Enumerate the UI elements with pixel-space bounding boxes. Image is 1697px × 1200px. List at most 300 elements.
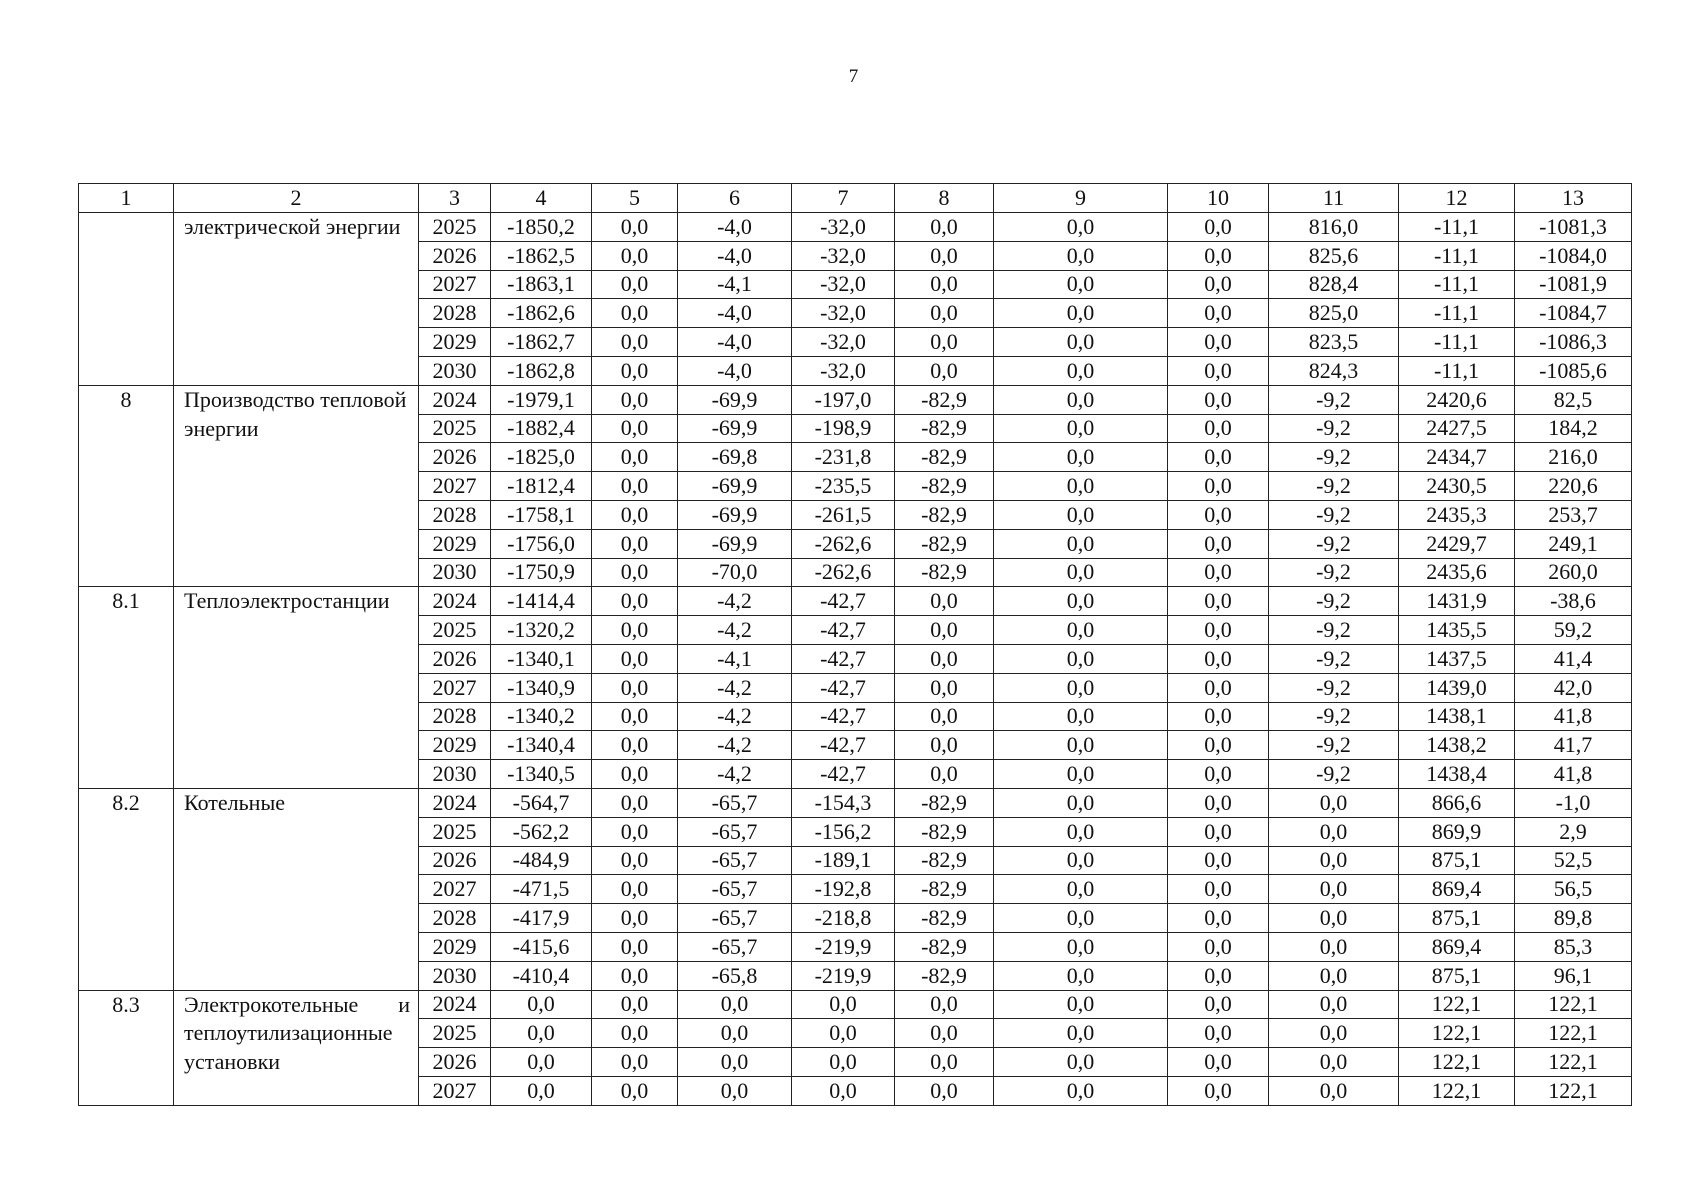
value-cell: 866,6 bbox=[1399, 788, 1515, 817]
value-cell: -65,7 bbox=[678, 817, 792, 846]
value-cell: 0,0 bbox=[592, 961, 678, 990]
value-cell: 875,1 bbox=[1399, 961, 1515, 990]
year-cell: 2026 bbox=[419, 846, 491, 875]
value-cell: 0,0 bbox=[678, 1019, 792, 1048]
value-cell: -9,2 bbox=[1269, 644, 1399, 673]
value-cell: 0,0 bbox=[994, 673, 1168, 702]
value-cell: 0,0 bbox=[994, 875, 1168, 904]
column-header-7: 7 bbox=[792, 184, 895, 213]
value-cell: -189,1 bbox=[792, 846, 895, 875]
value-cell: 0,0 bbox=[592, 702, 678, 731]
value-cell: -1085,6 bbox=[1515, 356, 1632, 385]
value-cell: 122,1 bbox=[1399, 1048, 1515, 1077]
value-cell: 0,0 bbox=[994, 616, 1168, 645]
value-cell: 1437,5 bbox=[1399, 644, 1515, 673]
column-header-10: 10 bbox=[1168, 184, 1269, 213]
value-cell: 1439,0 bbox=[1399, 673, 1515, 702]
value-cell: 0,0 bbox=[994, 731, 1168, 760]
value-cell: -4,1 bbox=[678, 644, 792, 673]
value-cell: 825,0 bbox=[1269, 299, 1399, 328]
value-cell: 0,0 bbox=[994, 443, 1168, 472]
value-cell: -11,1 bbox=[1399, 328, 1515, 357]
value-cell: -42,7 bbox=[792, 702, 895, 731]
column-header-8: 8 bbox=[895, 184, 994, 213]
table-row bbox=[79, 788, 1632, 817]
value-cell: 0,0 bbox=[592, 644, 678, 673]
value-cell: -219,9 bbox=[792, 961, 895, 990]
value-cell: -4,2 bbox=[678, 587, 792, 616]
year-cell: 2025 bbox=[419, 616, 491, 645]
value-cell: 2,9 bbox=[1515, 817, 1632, 846]
value-cell: -1979,1 bbox=[491, 385, 592, 414]
value-cell: -1081,9 bbox=[1515, 270, 1632, 299]
value-cell: 0,0 bbox=[895, 328, 994, 357]
value-cell: 816,0 bbox=[1269, 213, 1399, 242]
row-number-cell: 8.3 bbox=[79, 990, 174, 1105]
value-cell: 0,0 bbox=[592, 760, 678, 789]
value-cell: 122,1 bbox=[1399, 1076, 1515, 1105]
value-cell: 0,0 bbox=[1168, 760, 1269, 789]
value-cell: 0,0 bbox=[994, 414, 1168, 443]
column-header-3: 3 bbox=[419, 184, 491, 213]
value-cell: -1882,4 bbox=[491, 414, 592, 443]
value-cell: -82,9 bbox=[895, 932, 994, 961]
year-cell: 2030 bbox=[419, 356, 491, 385]
value-cell: -82,9 bbox=[895, 558, 994, 587]
year-cell: 2025 bbox=[419, 414, 491, 443]
value-cell: -1,0 bbox=[1515, 788, 1632, 817]
value-cell: 0,0 bbox=[1168, 904, 1269, 933]
row-number-cell: 8 bbox=[79, 385, 174, 587]
value-cell: 0,0 bbox=[994, 1048, 1168, 1077]
value-cell: 41,8 bbox=[1515, 702, 1632, 731]
value-cell: 0,0 bbox=[1269, 1048, 1399, 1077]
value-cell: -32,0 bbox=[792, 299, 895, 328]
value-cell: -417,9 bbox=[491, 904, 592, 933]
value-cell: -69,8 bbox=[678, 443, 792, 472]
value-cell: -11,1 bbox=[1399, 270, 1515, 299]
value-cell: 59,2 bbox=[1515, 616, 1632, 645]
value-cell: -9,2 bbox=[1269, 414, 1399, 443]
value-cell: -197,0 bbox=[792, 385, 895, 414]
value-cell: 0,0 bbox=[1269, 1076, 1399, 1105]
value-cell: -42,7 bbox=[792, 731, 895, 760]
value-cell: -11,1 bbox=[1399, 299, 1515, 328]
value-cell: 1438,1 bbox=[1399, 702, 1515, 731]
value-cell: 0,0 bbox=[592, 616, 678, 645]
value-cell: 2435,6 bbox=[1399, 558, 1515, 587]
value-cell: -235,5 bbox=[792, 472, 895, 501]
value-cell: 184,2 bbox=[1515, 414, 1632, 443]
year-cell: 2030 bbox=[419, 961, 491, 990]
value-cell: 0,0 bbox=[592, 817, 678, 846]
value-cell: -198,9 bbox=[792, 414, 895, 443]
value-cell: 0,0 bbox=[895, 213, 994, 242]
year-cell: 2027 bbox=[419, 875, 491, 904]
value-cell: -1750,9 bbox=[491, 558, 592, 587]
value-cell: 825,6 bbox=[1269, 241, 1399, 270]
value-cell: 2427,5 bbox=[1399, 414, 1515, 443]
value-cell: -65,7 bbox=[678, 788, 792, 817]
value-cell: 0,0 bbox=[1168, 1019, 1269, 1048]
value-cell: 260,0 bbox=[1515, 558, 1632, 587]
value-cell: -262,6 bbox=[792, 558, 895, 587]
column-header-4: 4 bbox=[491, 184, 592, 213]
column-header-11: 11 bbox=[1269, 184, 1399, 213]
value-cell: -1084,0 bbox=[1515, 241, 1632, 270]
value-cell: -410,4 bbox=[491, 961, 592, 990]
value-cell: 0,0 bbox=[994, 213, 1168, 242]
column-header-5: 5 bbox=[592, 184, 678, 213]
value-cell: 1431,9 bbox=[1399, 587, 1515, 616]
value-cell: -219,9 bbox=[792, 932, 895, 961]
value-cell: 0,0 bbox=[1269, 990, 1399, 1019]
column-header-6: 6 bbox=[678, 184, 792, 213]
value-cell: -1081,3 bbox=[1515, 213, 1632, 242]
value-cell: -4,2 bbox=[678, 702, 792, 731]
value-cell: 0,0 bbox=[592, 932, 678, 961]
value-cell: -415,6 bbox=[491, 932, 592, 961]
value-cell: -69,9 bbox=[678, 385, 792, 414]
value-cell: 0,0 bbox=[994, 961, 1168, 990]
year-cell: 2026 bbox=[419, 644, 491, 673]
value-cell: 0,0 bbox=[994, 241, 1168, 270]
value-cell: 0,0 bbox=[592, 1076, 678, 1105]
row-number-cell: 8.1 bbox=[79, 587, 174, 789]
value-cell: 824,3 bbox=[1269, 356, 1399, 385]
value-cell: 0,0 bbox=[1168, 932, 1269, 961]
value-cell: 0,0 bbox=[994, 702, 1168, 731]
value-cell: 0,0 bbox=[994, 817, 1168, 846]
value-cell: 869,4 bbox=[1399, 875, 1515, 904]
value-cell: 122,1 bbox=[1515, 1019, 1632, 1048]
value-cell: -154,3 bbox=[792, 788, 895, 817]
value-cell: -4,1 bbox=[678, 270, 792, 299]
value-cell: 0,0 bbox=[1168, 213, 1269, 242]
value-cell: 0,0 bbox=[1168, 1076, 1269, 1105]
value-cell: -1862,6 bbox=[491, 299, 592, 328]
value-cell: -1084,7 bbox=[1515, 299, 1632, 328]
value-cell: -156,2 bbox=[792, 817, 895, 846]
value-cell: -82,9 bbox=[895, 961, 994, 990]
value-cell: 0,0 bbox=[592, 875, 678, 904]
value-cell: 0,0 bbox=[895, 241, 994, 270]
value-cell: -4,0 bbox=[678, 241, 792, 270]
year-cell: 2028 bbox=[419, 299, 491, 328]
value-cell: 0,0 bbox=[994, 990, 1168, 1019]
value-cell: 0,0 bbox=[994, 558, 1168, 587]
value-cell: 0,0 bbox=[592, 904, 678, 933]
value-cell: 0,0 bbox=[895, 616, 994, 645]
value-cell: 0,0 bbox=[1269, 932, 1399, 961]
value-cell: 0,0 bbox=[1168, 414, 1269, 443]
value-cell: 0,0 bbox=[1168, 1048, 1269, 1077]
year-cell: 2026 bbox=[419, 1048, 491, 1077]
value-cell: -69,9 bbox=[678, 500, 792, 529]
year-cell: 2024 bbox=[419, 587, 491, 616]
value-cell: 41,7 bbox=[1515, 731, 1632, 760]
value-cell: 0,0 bbox=[994, 932, 1168, 961]
value-cell: 122,1 bbox=[1515, 990, 1632, 1019]
value-cell: 0,0 bbox=[678, 990, 792, 1019]
value-cell: -42,7 bbox=[792, 673, 895, 702]
value-cell: -82,9 bbox=[895, 904, 994, 933]
value-cell: -42,7 bbox=[792, 587, 895, 616]
value-cell: 0,0 bbox=[1168, 500, 1269, 529]
value-cell: 0,0 bbox=[1269, 1019, 1399, 1048]
value-cell: -261,5 bbox=[792, 500, 895, 529]
value-cell: 0,0 bbox=[592, 500, 678, 529]
year-cell: 2027 bbox=[419, 472, 491, 501]
value-cell: 0,0 bbox=[1168, 702, 1269, 731]
value-cell: 0,0 bbox=[1269, 875, 1399, 904]
value-cell: 0,0 bbox=[994, 385, 1168, 414]
table-row bbox=[79, 990, 1632, 1019]
value-cell: 0,0 bbox=[1168, 961, 1269, 990]
value-cell: 0,0 bbox=[895, 760, 994, 789]
value-cell: 0,0 bbox=[592, 385, 678, 414]
value-cell: -70,0 bbox=[678, 558, 792, 587]
value-cell: -4,2 bbox=[678, 760, 792, 789]
value-cell: 0,0 bbox=[895, 587, 994, 616]
value-cell: 869,4 bbox=[1399, 932, 1515, 961]
value-cell: -1862,8 bbox=[491, 356, 592, 385]
data-table bbox=[78, 183, 1632, 1106]
value-cell: 0,0 bbox=[994, 270, 1168, 299]
year-cell: 2028 bbox=[419, 500, 491, 529]
value-cell: -9,2 bbox=[1269, 760, 1399, 789]
value-cell: 41,4 bbox=[1515, 644, 1632, 673]
value-cell: 0,0 bbox=[1168, 817, 1269, 846]
value-cell: 0,0 bbox=[1168, 356, 1269, 385]
value-cell: -4,0 bbox=[678, 328, 792, 357]
value-cell: 823,5 bbox=[1269, 328, 1399, 357]
value-cell: 122,1 bbox=[1399, 1019, 1515, 1048]
value-cell: -1812,4 bbox=[491, 472, 592, 501]
value-cell: -32,0 bbox=[792, 328, 895, 357]
value-cell: -32,0 bbox=[792, 356, 895, 385]
value-cell: 122,1 bbox=[1515, 1048, 1632, 1077]
value-cell: 0,0 bbox=[994, 529, 1168, 558]
value-cell: -65,7 bbox=[678, 904, 792, 933]
value-cell: 0,0 bbox=[491, 1076, 592, 1105]
year-cell: 2027 bbox=[419, 1076, 491, 1105]
value-cell: 0,0 bbox=[994, 472, 1168, 501]
value-cell: -69,9 bbox=[678, 414, 792, 443]
value-cell: 0,0 bbox=[1269, 817, 1399, 846]
value-cell: 0,0 bbox=[1168, 385, 1269, 414]
value-cell: 0,0 bbox=[895, 990, 994, 1019]
value-cell: 0,0 bbox=[994, 356, 1168, 385]
value-cell: 0,0 bbox=[1168, 644, 1269, 673]
value-cell: -564,7 bbox=[491, 788, 592, 817]
value-cell: -9,2 bbox=[1269, 702, 1399, 731]
value-cell: 42,0 bbox=[1515, 673, 1632, 702]
value-cell: -32,0 bbox=[792, 213, 895, 242]
value-cell: 2435,3 bbox=[1399, 500, 1515, 529]
value-cell: -82,9 bbox=[895, 817, 994, 846]
value-cell: -11,1 bbox=[1399, 241, 1515, 270]
value-cell: 0,0 bbox=[592, 1019, 678, 1048]
value-cell: -11,1 bbox=[1399, 213, 1515, 242]
value-cell: -82,9 bbox=[895, 846, 994, 875]
value-cell: 0,0 bbox=[792, 1019, 895, 1048]
value-cell: -4,2 bbox=[678, 616, 792, 645]
value-cell: -1086,3 bbox=[1515, 328, 1632, 357]
value-cell: -4,0 bbox=[678, 213, 792, 242]
value-cell: 0,0 bbox=[592, 356, 678, 385]
value-cell: -1862,7 bbox=[491, 328, 592, 357]
value-cell: 0,0 bbox=[592, 443, 678, 472]
value-cell: 0,0 bbox=[895, 356, 994, 385]
column-header-12: 12 bbox=[1399, 184, 1515, 213]
value-cell: 0,0 bbox=[1168, 731, 1269, 760]
value-cell: 0,0 bbox=[1168, 673, 1269, 702]
value-cell: 0,0 bbox=[592, 788, 678, 817]
value-cell: 220,6 bbox=[1515, 472, 1632, 501]
value-cell: 0,0 bbox=[994, 760, 1168, 789]
value-cell: 0,0 bbox=[1168, 328, 1269, 357]
year-cell: 2030 bbox=[419, 760, 491, 789]
row-name-cell: Производство тепловой энергии bbox=[174, 385, 419, 587]
value-cell: 0,0 bbox=[1168, 788, 1269, 817]
table-row bbox=[79, 213, 1632, 242]
year-cell: 2029 bbox=[419, 932, 491, 961]
value-cell: 0,0 bbox=[1269, 904, 1399, 933]
value-cell: 0,0 bbox=[1168, 990, 1269, 1019]
page-number: 7 bbox=[848, 66, 859, 87]
header-row bbox=[79, 184, 1632, 213]
value-cell: -484,9 bbox=[491, 846, 592, 875]
year-cell: 2029 bbox=[419, 529, 491, 558]
value-cell: 0,0 bbox=[592, 472, 678, 501]
value-cell: -38,6 bbox=[1515, 587, 1632, 616]
year-cell: 2025 bbox=[419, 817, 491, 846]
value-cell: 0,0 bbox=[1168, 270, 1269, 299]
year-cell: 2025 bbox=[419, 1019, 491, 1048]
value-cell: 0,0 bbox=[1168, 846, 1269, 875]
value-cell: -42,7 bbox=[792, 644, 895, 673]
value-cell: -1758,1 bbox=[491, 500, 592, 529]
value-cell: 0,0 bbox=[592, 558, 678, 587]
value-cell: 0,0 bbox=[491, 1019, 592, 1048]
value-cell: 89,8 bbox=[1515, 904, 1632, 933]
value-cell: 253,7 bbox=[1515, 500, 1632, 529]
value-cell: -1863,1 bbox=[491, 270, 592, 299]
value-cell: -65,7 bbox=[678, 846, 792, 875]
value-cell: -9,2 bbox=[1269, 472, 1399, 501]
value-cell: -9,2 bbox=[1269, 529, 1399, 558]
row-name-cell: Котельные bbox=[174, 788, 419, 990]
value-cell: -9,2 bbox=[1269, 558, 1399, 587]
value-cell: 0,0 bbox=[895, 673, 994, 702]
year-cell: 2024 bbox=[419, 385, 491, 414]
value-cell: -1850,2 bbox=[491, 213, 592, 242]
value-cell: -4,2 bbox=[678, 731, 792, 760]
value-cell: 122,1 bbox=[1515, 1076, 1632, 1105]
value-cell: -1340,4 bbox=[491, 731, 592, 760]
value-cell: -1340,1 bbox=[491, 644, 592, 673]
value-cell: -562,2 bbox=[491, 817, 592, 846]
value-cell: 875,1 bbox=[1399, 846, 1515, 875]
value-cell: -82,9 bbox=[895, 443, 994, 472]
value-cell: 1438,4 bbox=[1399, 760, 1515, 789]
value-cell: 0,0 bbox=[491, 990, 592, 1019]
year-cell: 2025 bbox=[419, 213, 491, 242]
column-header-13: 13 bbox=[1515, 184, 1632, 213]
year-cell: 2029 bbox=[419, 731, 491, 760]
value-cell: 0,0 bbox=[994, 644, 1168, 673]
value-cell: -4,2 bbox=[678, 673, 792, 702]
value-cell: -82,9 bbox=[895, 472, 994, 501]
table-body bbox=[79, 184, 1632, 1106]
value-cell: 0,0 bbox=[592, 241, 678, 270]
value-cell: 0,0 bbox=[895, 1048, 994, 1077]
row-number-cell: 8.2 bbox=[79, 788, 174, 990]
value-cell: -1320,2 bbox=[491, 616, 592, 645]
value-cell: 82,5 bbox=[1515, 385, 1632, 414]
value-cell: 0,0 bbox=[994, 328, 1168, 357]
value-cell: 1438,2 bbox=[1399, 731, 1515, 760]
value-cell: 0,0 bbox=[792, 990, 895, 1019]
value-cell: -65,8 bbox=[678, 961, 792, 990]
value-cell: 0,0 bbox=[895, 270, 994, 299]
value-cell: 0,0 bbox=[792, 1076, 895, 1105]
value-cell: 0,0 bbox=[592, 1048, 678, 1077]
value-cell: -4,0 bbox=[678, 299, 792, 328]
value-cell: 0,0 bbox=[678, 1076, 792, 1105]
value-cell: 0,0 bbox=[592, 846, 678, 875]
row-name-cell: Электрокотельные и теплоутилизационные установки bbox=[174, 990, 419, 1105]
value-cell: -1862,5 bbox=[491, 241, 592, 270]
value-cell: -82,9 bbox=[895, 788, 994, 817]
column-header-1: 1 bbox=[79, 184, 174, 213]
value-cell: 85,3 bbox=[1515, 932, 1632, 961]
value-cell: 0,0 bbox=[592, 299, 678, 328]
year-cell: 2029 bbox=[419, 328, 491, 357]
value-cell: -9,2 bbox=[1269, 616, 1399, 645]
value-cell: -9,2 bbox=[1269, 443, 1399, 472]
value-cell: -42,7 bbox=[792, 616, 895, 645]
value-cell: -471,5 bbox=[491, 875, 592, 904]
value-cell: 96,1 bbox=[1515, 961, 1632, 990]
value-cell: 0,0 bbox=[994, 1076, 1168, 1105]
value-cell: 828,4 bbox=[1269, 270, 1399, 299]
value-cell: 0,0 bbox=[994, 587, 1168, 616]
row-name-cell: электрической энергии bbox=[174, 213, 419, 386]
value-cell: 52,5 bbox=[1515, 846, 1632, 875]
value-cell: 0,0 bbox=[592, 731, 678, 760]
value-cell: -11,1 bbox=[1399, 356, 1515, 385]
value-cell: -9,2 bbox=[1269, 587, 1399, 616]
value-cell: 0,0 bbox=[1168, 875, 1269, 904]
value-cell: 869,9 bbox=[1399, 817, 1515, 846]
column-header-9: 9 bbox=[994, 184, 1168, 213]
value-cell: 41,8 bbox=[1515, 760, 1632, 789]
year-cell: 2024 bbox=[419, 990, 491, 1019]
value-cell: 0,0 bbox=[994, 904, 1168, 933]
year-cell: 2030 bbox=[419, 558, 491, 587]
value-cell: -69,9 bbox=[678, 472, 792, 501]
value-cell: 249,1 bbox=[1515, 529, 1632, 558]
value-cell: 2420,6 bbox=[1399, 385, 1515, 414]
value-cell: 0,0 bbox=[895, 644, 994, 673]
value-cell: 0,0 bbox=[994, 299, 1168, 328]
value-cell: -82,9 bbox=[895, 385, 994, 414]
value-cell: 0,0 bbox=[895, 299, 994, 328]
value-cell: -4,0 bbox=[678, 356, 792, 385]
value-cell: -9,2 bbox=[1269, 731, 1399, 760]
